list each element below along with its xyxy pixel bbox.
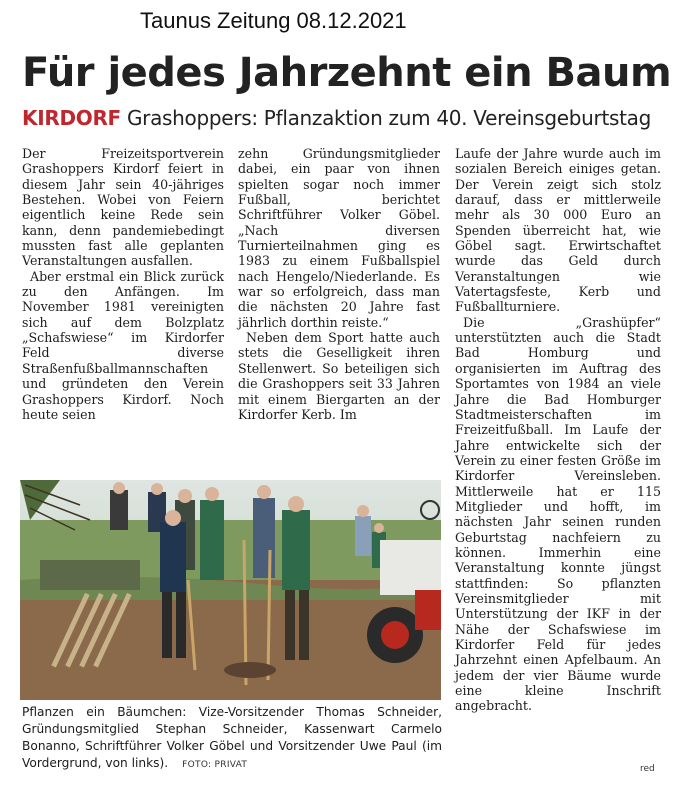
caption-text: Pflanzen ein Bäumchen: Vize-Vorsitzender Thomas Schneider, Gründungsmitglied Stephan Schneider, Kassenwart Carmelo Bonanno, Schriftführer Volker Göbel und Vorsitzender Uwe Paul (im Vordergrund, von links). [22,705,442,770]
subheadline-row [22,106,672,130]
photo-caption [22,704,442,774]
paragraph: Aber erstmal ein Blick zurück zu den Anfängen. Im November 1981 vereinigten sich auf dem Bolzplatz „Schafswiese“ im Kirdorfer Feld diverse Straßenfußballmannschaften und gründeten den Verein Grashoppers Kirdorf. Noch heute seien [22,268,224,422]
paragraph: zehn Gründungsmitglieder dabei, ein paar von ihnen spielten sogar noch immer Fußball, berichtet Schriftführer Volker Göbel. „Nach diversen Turnierteilnahmen ging es 1983 zu einem Fußballspiel nach Hengelo/Niederlande. Es war so erfolgreich, dass man die nächsten 20 Jahre fast jährlich dorthin reiste.“ [238,146,440,330]
kicker-location: KIRDORF [22,106,121,130]
article-column-2 [238,146,440,422]
photo-trailer [40,560,140,590]
paragraph: Neben dem Sport hatte auch stets die Geselligkeit ihren Stellenwert. So beteiligen sich die Grashoppers seit 33 Jahren mit einem Biergarten an der Kirdorfer Kerb. Im [238,330,440,422]
photo-planting-hole [224,662,276,678]
paragraph: Laufe der Jahre wurde auch im sozialen Bereich einiges getan. Der Verein zeigt sich stolz darauf, dass er mittlerweile mehr als 30 000 Euro an Spenden überreicht hat, wie Göbel sagt. Erwirtschaftet wurde das Geld durch Veranstaltungen wie Vatertagsfeste, Kerb und Fußballturniere. [455,146,661,315]
article-photo [20,480,441,700]
paragraph: Der Freizeitsportverein Grashoppers Kirdorf feiert in diesem Jahr sein 40-jähriges Bestehen. Wobei von Feiern eigentlich keine Rede sein kann, denn pandemiebedingt mussten fast alle geplanten Veranstaltungen ausfallen. [22,146,224,269]
article-column-1 [22,146,224,422]
headline: Für jedes Jahrzehnt ein Baum [22,50,672,96]
subheadline: Grashoppers: Pflanzaktion zum 40. Vereinsgeburtstag [126,106,652,130]
tree-planting-photo [20,480,441,700]
photo-credit: FOTO: PRIVAT [182,760,248,770]
article-column-3 [455,146,661,714]
paragraph: Die „Grashüpfer“ unterstützten auch die Stadt Bad Homburg und organisierten im Auftrag des Sportamtes von 1984 an viele Jahre die Bad Homburger Stadtmeisterschaften im Freizeitfußball. Im Laufe der Jahre entwickelte sich der Verein zu einer festen Größe im Kirdorfer Vereinsleben. Mittlerweile hat er 115 Mitglieder und hofft, im nächsten Jahr seinen runden Geburtstag nachfeiern zu können. Immerhin eine Veranstaltung konnte jüngst stattfinden: So pflanzten Vereinsmitglieder mit Unterstützung der IKF in der Nähe der Schafswiese im Kirdorfer Feld für jedes Jahrzehnt einen Apfelbaum. An jedem der vier Bäume wurde eine kleine Inschrift angebracht. [455,314,661,714]
author-signature: red [640,764,655,774]
source-line: Taunus Zeitung 08.12.2021 [140,8,407,33]
